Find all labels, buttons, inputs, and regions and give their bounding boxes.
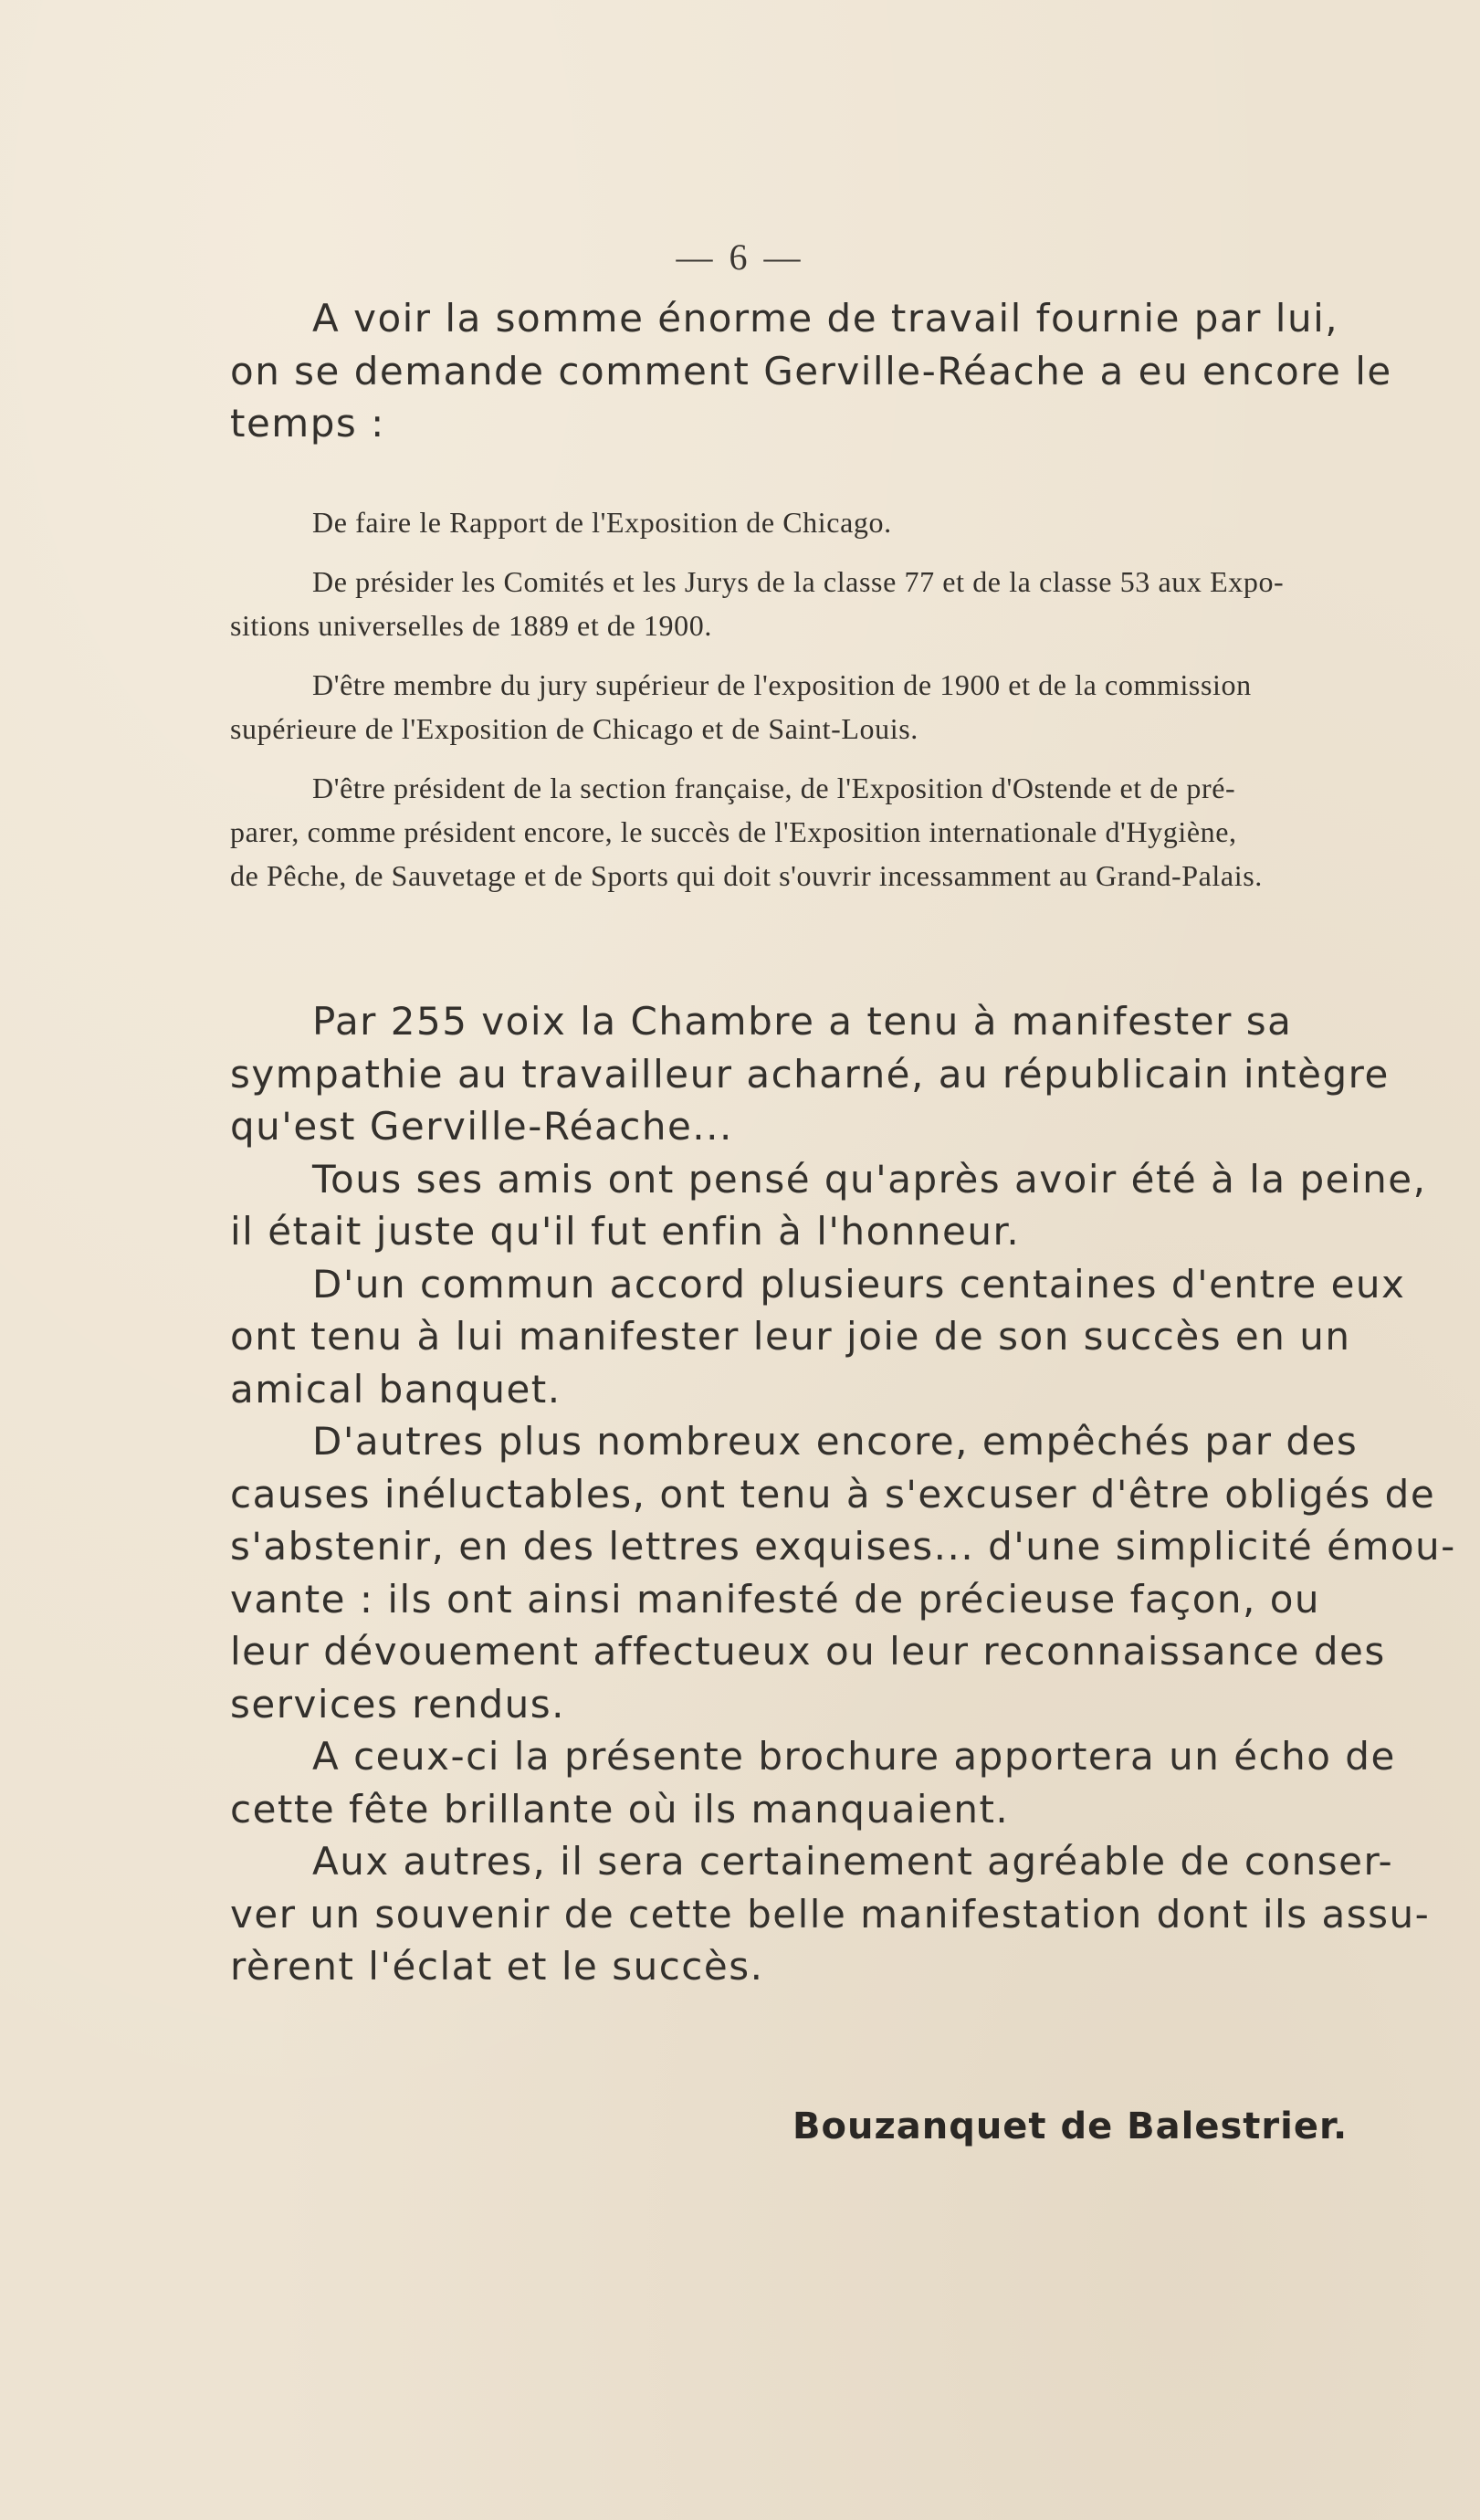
text-line: de Pêche, de Sauvetage et de Sports qui doit s'ouvrir incessamment au Grand-Palais.: [230, 859, 1263, 892]
text-line: De présider les Comités et les Jurys de la classe 77 et de la classe 53 aux Expo-: [312, 565, 1285, 598]
text-line: D'autres plus nombreux encore, empêchés par des: [312, 1419, 1359, 1464]
text-line: sitions universelles de 1889 et de 1900.: [230, 609, 712, 642]
list-item: [230, 500, 1454, 544]
author-signature: Bouzanquet de Balestrier.: [792, 2105, 1349, 2147]
text-line: il était juste qu'il fut enfin à l'honneur.: [230, 1209, 1021, 1254]
text-line: services rendus.: [230, 1681, 565, 1727]
text-line: Aux autres, il sera certainement agréable de conser-: [312, 1839, 1394, 1884]
text-line: temps :: [230, 401, 385, 446]
text-line: A voir la somme énorme de travail fournie par lui,: [312, 296, 1339, 341]
paragraph: [230, 1415, 1454, 1730]
text-line: qu'est Gerville-Réache...: [230, 1104, 733, 1149]
text-line: amical banquet.: [230, 1366, 562, 1412]
text-line: on se demande comment Gerville-Réache a eu encore le: [230, 348, 1392, 394]
paragraph: [230, 1730, 1454, 1835]
text-line: D'un commun accord plusieurs centaines d'entre eux: [312, 1261, 1406, 1307]
paragraph: [230, 995, 1454, 1153]
text-line: ont tenu à lui manifester leur joie de son succès en un: [230, 1314, 1351, 1359]
text-line: leur dévouement affectueux ou leur reconnaissance des: [230, 1629, 1386, 1674]
text-line: Tous ses amis ont pensé qu'après avoir été à la peine,: [312, 1156, 1427, 1202]
list-item: [230, 663, 1454, 751]
text-line: causes inéluctables, ont tenu à s'excuser d'être obligés de: [230, 1471, 1436, 1517]
text-line: s'abstenir, en des lettres exquises... d'une simplicité émou-: [230, 1524, 1456, 1569]
text-line: D'être président de la section française, de l'Exposition d'Ostende et de pré-: [312, 772, 1236, 804]
paragraph: [230, 1835, 1454, 1993]
text-line: Par 255 voix la Chambre a tenu à manifester sa: [312, 999, 1293, 1044]
text-line: ver un souvenir de cette belle manifestation dont ils assu-: [230, 1891, 1431, 1937]
text-line: rèrent l'éclat et le succès.: [230, 1944, 764, 1989]
text-line: vante : ils ont ainsi manifesté de précieuse façon, ou: [230, 1576, 1321, 1622]
text-line: D'être membre du jury supérieur de l'exposition de 1900 et de la commission: [312, 668, 1252, 701]
list-item: [230, 766, 1454, 898]
text-line: De faire le Rapport de l'Exposition de Chicago.: [312, 506, 892, 539]
text-line: parer, comme président encore, le succès de l'Exposition internationale d'Hygiène,: [230, 815, 1237, 848]
achievements-list: [230, 500, 1454, 913]
text-line: cette fête brillante où ils manquaient.: [230, 1786, 1010, 1832]
paragraph: [230, 1258, 1454, 1416]
text-line: A ceux-ci la présente brochure apportera un écho de: [312, 1734, 1396, 1779]
intro-paragraph: [230, 292, 1454, 450]
list-item: [230, 560, 1454, 647]
text-line: supérieure de l'Exposition de Chicago et de Saint-Louis.: [230, 712, 918, 745]
page-number: — 6 —: [676, 236, 804, 278]
body-text: [230, 995, 1454, 1993]
paragraph: [230, 1153, 1454, 1258]
text-line: sympathie au travailleur acharné, au républicain intègre: [230, 1051, 1390, 1097]
